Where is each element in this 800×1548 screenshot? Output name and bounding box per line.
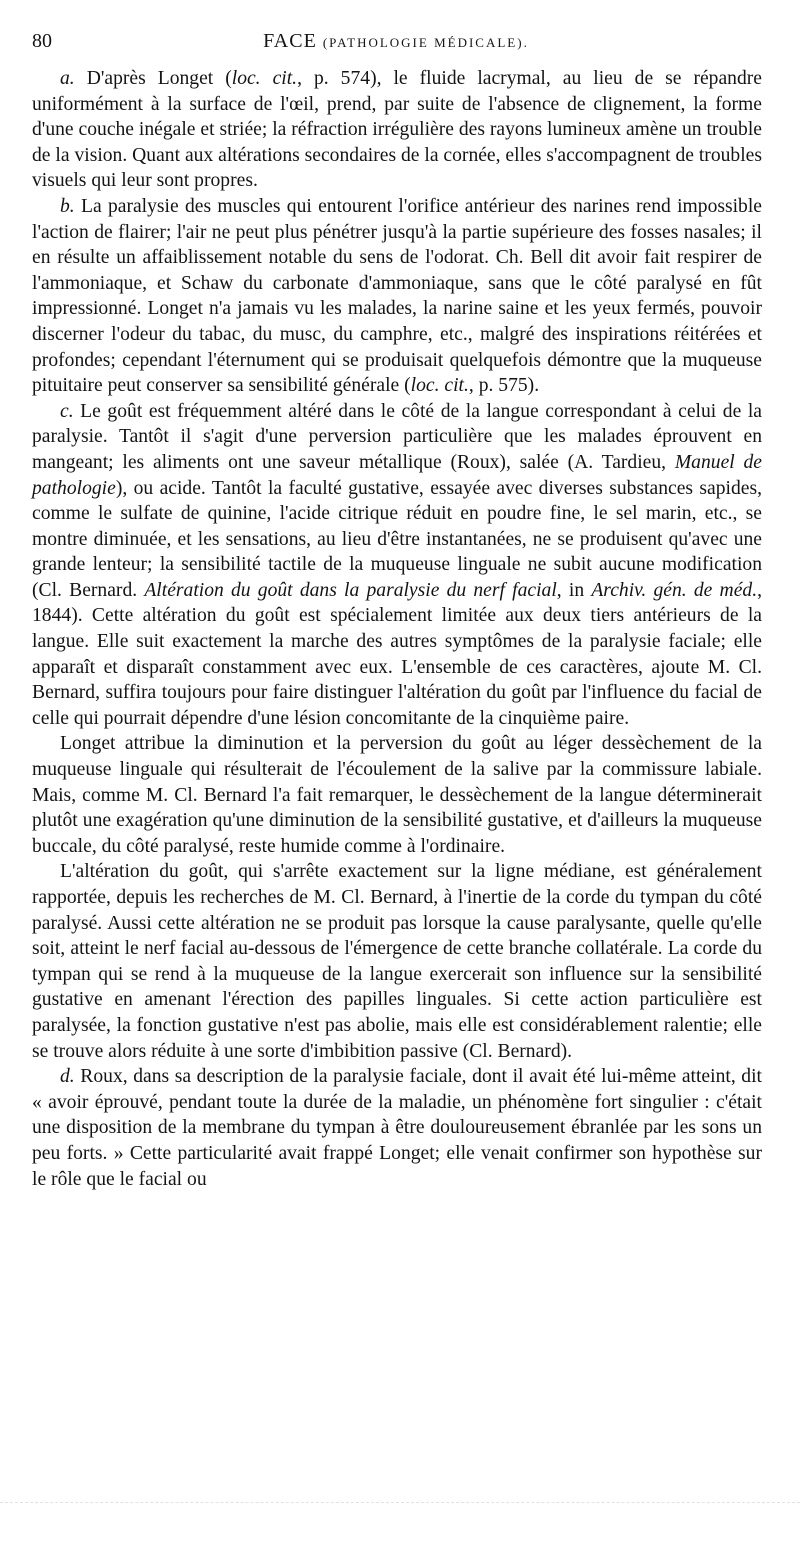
paragraph-label: c. <box>60 400 74 422</box>
paragraph-text: ), ou acide. Tantôt la faculté gustative, essayée avec diverses substances sapides, comme le sulfate de quinine, l'acide citrique réduit en poudre fine, le sel marin, etc., se montre diminuée, et les sensations, au lieu d'être instantanées, ne se produisent qu'avec une grande lenteur; la sensibilité tactile de la muqueuse linguale ne subit aucune modification (Cl. Bernard. <box>32 477 762 601</box>
running-head <box>32 30 760 53</box>
paragraph-text: Le goût est fréquemment altéré dans le côté de la langue correspondant à celui de la paralysie. Tantôt il s'agit d'une perversion particulière que les malades éprouvent en mangeant; les aliments ont une saveur métallique (Roux), salée (A. Tardieu, <box>32 400 762 473</box>
paragraph-longet: Longet attribue la diminution et la perversion du goût au léger dessèchement de la muqueuse linguale qui résulterait de l'écoulement de la salive par la commissure labiale. Mais, comme M. Cl. Bernard l'a fait remarquer, le dessèchement de la langue déterminerait plutôt une exagération qu'une diminution de la sensibilité gustative, et d'ailleurs la muqueuse buccale, du côté paralysé, reste humide comme à l'ordinaire. <box>32 733 762 857</box>
paragraph-label: b. <box>60 195 75 217</box>
paragraph-text: , p. 575). <box>468 375 540 397</box>
scan-artifact-line <box>0 1502 800 1505</box>
paragraph-text: , p. 574), le fluide lacrymal, au lieu de se répandre uniformément à la surface de l'œil, prend, par suite de l'absence de clignement, la forme d'une couche inégale et striée; la réfraction irrégulière des rayons lumineux amène un trouble de la vision. Quant aux altérations secondaires de la cornée, elles s'accompagnent de troubles visuels qui leur sont propres. <box>32 68 762 192</box>
paragraph-c <box>32 399 762 732</box>
paragraph-text: La paralysie des muscles qui entourent l'orifice antérieur des narines rend impossible l'action de flairer; l'air ne peut plus pénétrer jusqu'à la partie supérieure des fosses nasales; il en résulte un affaiblissement notable du sens de l'odorat. Ch. Bell dit avoir fait respirer de l'ammoniaque, et Schaw du carbonate d'ammoniaque, sans que le côté paralysé en fût impressionné. Longet n'a jamais vu les malades, la narine saine et les yeux fermés, pouvoir discerner l'odeur du tabac, du musc, du camphre, etc., malgré des inspirations réitérées et profondes; cependant l'éternument qui se produisait quelquefois démontre que la muqueuse pituitaire peut conserver sa sensibilité générale ( <box>32 195 762 397</box>
citation: loc. cit. <box>231 68 298 89</box>
paragraph-b <box>32 194 762 399</box>
paragraph-alteration: L'altération du goût, qui s'arrête exactement sur la ligne médiane, est généralement rapportée, depuis les recherches de M. Cl. Bernard, à l'inertie de la corde du tympan du côté paralysé. Aussi cette altération ne se produit pas lorsque la cause paralysante, quelle qu'elle soit, atteint le nerf facial au-dessous de l'émergence de cette branche collatérale. La corde du tympan qui se rend à la muqueuse de la langue exercerait son influence sur la sensibilité gustative en amenant l'érection des papilles linguales. Si cette action particulière est paralysée, la fonction gustative n'est pas abolie, mais elle est considérablement ralentie; elle se trouve alors réduite à une sorte d'imbibition passive (Cl. Bernard). <box>32 861 762 1062</box>
paragraph-text: , in <box>556 579 592 601</box>
page-number: 80 <box>32 30 52 52</box>
citation: Archiv. gén. de méd. <box>591 579 758 601</box>
running-head-title: FACE <box>263 30 317 52</box>
body-text <box>32 66 762 1192</box>
citation: Manuel de pathologie <box>32 451 762 499</box>
citation: loc. cit. <box>410 375 469 397</box>
paragraph-label: a. <box>60 68 75 89</box>
paragraph-text: , 1844). Cette altération du goût est spécialement limitée aux deux tiers antérieurs de la langue. Elle suit exactement la marche des autres symptômes de la paralysie faciale; elle apparaît et disparaît constamment avec eux. L'ensemble de ces caractères, ajoute M. Cl. Bernard, suffira toujours pour faire distinguer l'altération du goût par l'influence du facial de celle qui pourrait dépendre d'une lésion concomitante de la cinquième paire. <box>32 579 762 729</box>
paragraph-a <box>32 66 762 194</box>
citation: Altération du goût dans la paralysie du nerf facial <box>144 579 557 601</box>
paragraph-label: d. <box>60 1066 75 1088</box>
running-head-subtitle: (PATHOLOGIE MÉDICALE). <box>322 35 529 50</box>
paragraph-text: Roux, dans sa description de la paralysie faciale, dont il avait été lui-même atteint, dit « avoir éprouvé, pendant toute la durée de la maladie, un phénomène fort singulier : c'était une disposition de la membrane du tympan à être douloureusement ébranlée par les sons un peu forts. » Cette particularité avait frappé Longet; elle venait confirmer son hypothèse sur le rôle que le facial ou <box>32 1066 762 1190</box>
paragraph-text: D'après Longet ( <box>74 68 232 89</box>
paragraph-d <box>32 1064 762 1192</box>
page-header <box>32 30 760 54</box>
